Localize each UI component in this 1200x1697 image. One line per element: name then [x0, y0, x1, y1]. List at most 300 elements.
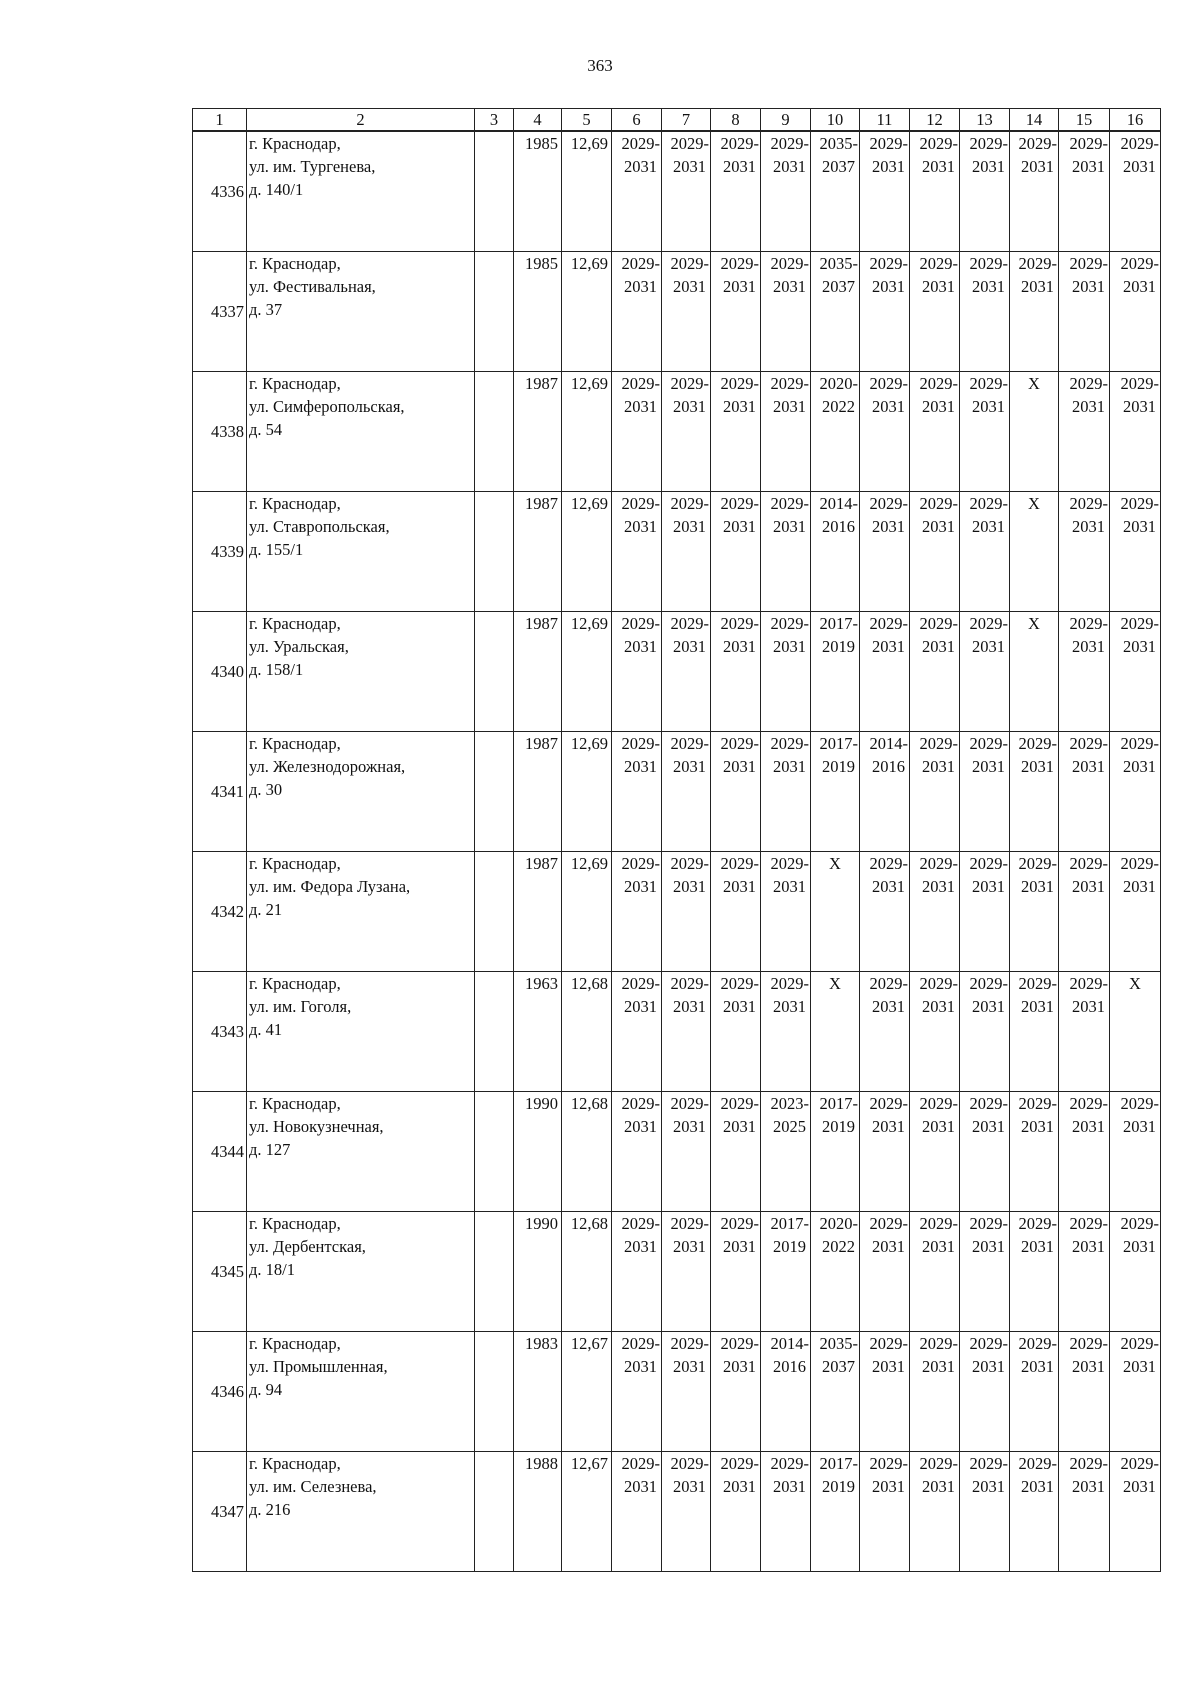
- column-header: 13: [960, 109, 1010, 132]
- period-cell: [662, 1451, 711, 1571]
- period-cell: [612, 611, 662, 731]
- address-line: ул. Дербентская,: [249, 1236, 366, 1256]
- period-year: 2031: [972, 276, 1005, 296]
- period-year: 2031: [972, 996, 1005, 1016]
- period-year: 2031: [872, 1356, 905, 1376]
- period-year: 2031: [624, 516, 657, 536]
- period-year: 2029-: [969, 1333, 1008, 1353]
- period-year: 2029-: [770, 853, 809, 873]
- period-year: 2031: [872, 1116, 905, 1136]
- period-year: 2031: [723, 1116, 756, 1136]
- period-year: 2031: [673, 276, 706, 296]
- period-year: 2029-: [1069, 1093, 1108, 1113]
- period-year: 2029-: [720, 1333, 759, 1353]
- period-year: 2031: [972, 1476, 1005, 1496]
- period-year: 2029-: [869, 1333, 908, 1353]
- address-line: г. Краснодар,: [249, 613, 341, 633]
- period-cell: [860, 731, 910, 851]
- period-year: 2031: [673, 516, 706, 536]
- period-year: 2029-: [770, 493, 809, 513]
- period-year: 2031: [624, 396, 657, 416]
- period-cell: [1110, 131, 1161, 251]
- period-cell: [612, 731, 662, 851]
- column-header: 9: [761, 109, 811, 132]
- address-line: д. 54: [249, 419, 283, 439]
- period-cell: [711, 971, 761, 1091]
- column-header: 10: [811, 109, 860, 132]
- column-header: 4: [514, 109, 562, 132]
- period-year: 2029-: [919, 493, 958, 513]
- period-cell: [662, 131, 711, 251]
- year-cell: 1987: [514, 611, 562, 731]
- row-number: 4342: [193, 851, 247, 971]
- address-cell: [247, 731, 475, 851]
- value-cell: 12,69: [562, 371, 612, 491]
- period-cell: [761, 491, 811, 611]
- address-line: ул. им. Федора Лузана,: [249, 876, 411, 896]
- address-cell: [247, 1331, 475, 1451]
- period-cell: [1110, 491, 1161, 611]
- period-cell: [811, 251, 860, 371]
- period-cell: [860, 971, 910, 1091]
- period-cell: [612, 971, 662, 1091]
- period-year: 2031: [624, 1116, 657, 1136]
- period-year: 2031: [624, 276, 657, 296]
- period-year: 2029-: [919, 853, 958, 873]
- value-cell: 12,68: [562, 1211, 612, 1331]
- not-applicable-mark: X: [829, 973, 841, 993]
- period-year: 2029-: [720, 253, 759, 273]
- period-year: 2029-: [670, 1213, 709, 1233]
- period-year: 2031: [1072, 1356, 1105, 1376]
- period-year: 2031: [773, 1476, 806, 1496]
- period-year: 2029-: [770, 134, 809, 153]
- period-year: 2029-: [1120, 733, 1159, 753]
- period-year: 2029-: [621, 1093, 660, 1113]
- period-year: 2031: [1021, 756, 1054, 776]
- period-year: 2029-: [621, 1213, 660, 1233]
- period-year: 2031: [624, 157, 657, 176]
- period-year: 2029-: [919, 253, 958, 273]
- not-applicable-mark: X: [1129, 973, 1141, 993]
- period-year: 2031: [1021, 876, 1054, 896]
- period-year: 2029-: [1018, 134, 1057, 153]
- period-year: 2031: [723, 996, 756, 1016]
- period-year: 2031: [723, 756, 756, 776]
- column-3-cell: [475, 731, 514, 851]
- period-year: 2031: [922, 157, 955, 176]
- period-year: 2031: [972, 1236, 1005, 1256]
- period-cell: [711, 1211, 761, 1331]
- value-cell: 12,69: [562, 731, 612, 851]
- period-year: 2029-: [670, 973, 709, 993]
- period-year: 2029-: [969, 613, 1008, 633]
- period-cell: [612, 131, 662, 251]
- row-number: 4338: [193, 371, 247, 491]
- period-year: 2029-: [720, 134, 759, 153]
- period-year: 2029-: [919, 973, 958, 993]
- year-cell: 1987: [514, 731, 562, 851]
- period-cell: [960, 371, 1010, 491]
- period-year: 2031: [723, 876, 756, 896]
- address-cell: [247, 491, 475, 611]
- period-year: 2031: [922, 516, 955, 536]
- period-year: 2029-: [621, 253, 660, 273]
- period-cell: [1059, 131, 1110, 251]
- period-year: 2031: [1123, 1236, 1156, 1256]
- address-line: г. Краснодар,: [249, 853, 341, 873]
- row-number: 4341: [193, 731, 247, 851]
- period-year: 2031: [723, 276, 756, 296]
- period-year: 2029-: [720, 853, 759, 873]
- address-cell: [247, 611, 475, 731]
- period-year: 2031: [972, 756, 1005, 776]
- period-year: 2029-: [919, 1093, 958, 1113]
- period-year: 2031: [723, 516, 756, 536]
- period-year: 2014-: [869, 733, 908, 753]
- year-cell: 1988: [514, 1451, 562, 1571]
- period-year: 2031: [872, 1476, 905, 1496]
- period-cell: [960, 251, 1010, 371]
- value-cell: 12,69: [562, 251, 612, 371]
- column-3-cell: [475, 1091, 514, 1211]
- period-year: 2029-: [1069, 134, 1108, 153]
- period-year: 2029-: [1018, 733, 1057, 753]
- column-header: 6: [612, 109, 662, 132]
- period-year: 2029-: [869, 373, 908, 393]
- period-cell: [860, 851, 910, 971]
- address-line: г. Краснодар,: [249, 373, 341, 393]
- period-cell: [910, 611, 960, 731]
- period-year: 2031: [972, 876, 1005, 896]
- period-year: 2029-: [869, 853, 908, 873]
- period-year: 2031: [872, 157, 905, 176]
- period-year: 2031: [624, 1236, 657, 1256]
- period-year: 2019: [822, 756, 855, 776]
- header-row: [193, 109, 1161, 132]
- period-year: 2029-: [869, 1213, 908, 1233]
- period-cell: [960, 731, 1010, 851]
- period-year: 2031: [1123, 516, 1156, 536]
- period-cell: [811, 1451, 860, 1571]
- year-cell: 1990: [514, 1091, 562, 1211]
- period-cell: [612, 851, 662, 971]
- period-cell: [1010, 1211, 1059, 1331]
- period-year: 2031: [922, 1476, 955, 1496]
- period-year: 2029-: [969, 973, 1008, 993]
- period-cell: [711, 131, 761, 251]
- period-year: 2029-: [670, 1453, 709, 1473]
- period-year: 2019: [773, 1236, 806, 1256]
- period-year: 2029-: [1069, 1333, 1108, 1353]
- not-applicable-mark: X: [1028, 493, 1040, 513]
- not-applicable-mark: X: [1028, 613, 1040, 633]
- period-year: 2029-: [1018, 1213, 1057, 1233]
- period-year: 2029-: [1018, 253, 1057, 273]
- period-cell: [1010, 1091, 1059, 1211]
- address-cell: [247, 971, 475, 1091]
- period-year: 2029-: [919, 373, 958, 393]
- period-year: 2031: [673, 396, 706, 416]
- period-year: 2037: [822, 157, 855, 176]
- period-year: 2029-: [1120, 1453, 1159, 1473]
- column-3-cell: [475, 1331, 514, 1451]
- column-header: 15: [1059, 109, 1110, 132]
- period-year: 2031: [673, 636, 706, 656]
- not-applicable-mark: X: [829, 853, 841, 873]
- period-cell: [1110, 1091, 1161, 1211]
- table-body: [193, 131, 1161, 1571]
- period-year: 2035-: [819, 1333, 858, 1353]
- page-number: 363: [587, 56, 613, 75]
- address-cell: [247, 851, 475, 971]
- value-cell: 12,69: [562, 491, 612, 611]
- period-year: 2031: [922, 756, 955, 776]
- period-year: 2031: [773, 516, 806, 536]
- address-line: г. Краснодар,: [249, 1213, 341, 1233]
- table-row: [193, 131, 1161, 251]
- period-year: 2029-: [1069, 253, 1108, 273]
- address-line: д. 41: [249, 1019, 283, 1039]
- period-year: 2031: [1123, 636, 1156, 656]
- period-year: 2017-: [819, 1453, 858, 1473]
- period-cell: [711, 851, 761, 971]
- period-year: 2031: [773, 396, 806, 416]
- value-cell: 12,67: [562, 1331, 612, 1451]
- table-row: [193, 1211, 1161, 1331]
- period-year: 2029-: [919, 1453, 958, 1473]
- period-year: 2029-: [919, 733, 958, 753]
- period-year: 2029-: [621, 373, 660, 393]
- column-3-cell: [475, 611, 514, 731]
- period-year: 2031: [773, 756, 806, 776]
- period-year: 2029-: [869, 253, 908, 273]
- period-year: 2029-: [969, 1093, 1008, 1113]
- year-cell: 1987: [514, 371, 562, 491]
- address-line: ул. Железнодорожная,: [249, 756, 406, 776]
- period-year: 2029-: [670, 853, 709, 873]
- column-3-cell: [475, 251, 514, 371]
- period-cell: [1010, 251, 1059, 371]
- period-cell: [612, 371, 662, 491]
- period-cell: [761, 851, 811, 971]
- period-cell: [860, 131, 910, 251]
- period-year: 2031: [872, 276, 905, 296]
- period-cell: [910, 971, 960, 1091]
- period-year: 2031: [723, 1476, 756, 1496]
- address-cell: [247, 371, 475, 491]
- period-cell: [711, 1451, 761, 1571]
- period-year: 2031: [1021, 1236, 1054, 1256]
- address-cell: [247, 1451, 475, 1571]
- address-cell: [247, 1211, 475, 1331]
- year-cell: 1985: [514, 251, 562, 371]
- period-year: 2031: [673, 157, 706, 176]
- period-year: 2031: [1123, 157, 1156, 176]
- period-year: 2031: [1072, 516, 1105, 536]
- table-row: [193, 611, 1161, 731]
- period-cell: [612, 1451, 662, 1571]
- period-cell: [960, 851, 1010, 971]
- address-line: ул. им. Гоголя,: [249, 996, 352, 1016]
- period-year: 2029-: [720, 373, 759, 393]
- period-year: 2029-: [1018, 1093, 1057, 1113]
- period-year: 2029-: [1069, 1213, 1108, 1233]
- period-year: 2029-: [869, 1093, 908, 1113]
- column-header: 3: [475, 109, 514, 132]
- period-year: 2016: [773, 1356, 806, 1376]
- period-cell: [1110, 371, 1161, 491]
- column-3-cell: [475, 131, 514, 251]
- address-line: ул. им. Тургенева,: [249, 157, 376, 176]
- period-year: 2029-: [720, 973, 759, 993]
- period-year: 2029-: [1018, 1333, 1057, 1353]
- period-cell: [1059, 371, 1110, 491]
- period-cell: [860, 491, 910, 611]
- address-line: д. 18/1: [249, 1259, 295, 1279]
- period-year: 2031: [1123, 1356, 1156, 1376]
- period-year: 2031: [1021, 996, 1054, 1016]
- period-year: 2029-: [770, 613, 809, 633]
- period-cell: [910, 1331, 960, 1451]
- period-cell: [711, 251, 761, 371]
- period-year: 2031: [673, 1476, 706, 1496]
- period-year: 2022: [822, 396, 855, 416]
- period-cell: [662, 371, 711, 491]
- period-cell: [860, 1211, 910, 1331]
- period-year: 2029-: [1018, 853, 1057, 873]
- row-number: 4344: [193, 1091, 247, 1211]
- period-cell: [761, 731, 811, 851]
- address-line: ул. Промышленная,: [249, 1356, 388, 1376]
- period-year: 2029-: [1069, 613, 1108, 633]
- period-year: 2029-: [969, 134, 1008, 153]
- period-cell: [1110, 251, 1161, 371]
- period-year: 2031: [872, 636, 905, 656]
- period-year: 2019: [822, 1476, 855, 1496]
- period-cell: [662, 1211, 711, 1331]
- period-year: 2029-: [621, 493, 660, 513]
- period-cell: [711, 611, 761, 731]
- address-line: г. Краснодар,: [249, 134, 341, 153]
- address-line: ул. Фестивальная,: [249, 276, 376, 296]
- table-row: [193, 1331, 1161, 1451]
- period-year: 2031: [1072, 756, 1105, 776]
- period-cell: [761, 1451, 811, 1571]
- column-header: 5: [562, 109, 612, 132]
- period-year: 2029-: [770, 373, 809, 393]
- period-year: 2031: [922, 1356, 955, 1376]
- period-year: 2016: [872, 756, 905, 776]
- period-year: 2029-: [720, 733, 759, 753]
- period-year: 2031: [1072, 1236, 1105, 1256]
- period-year: 2025: [773, 1116, 806, 1136]
- period-year: 2031: [1123, 276, 1156, 296]
- value-cell: 12,67: [562, 1451, 612, 1571]
- period-cell: [960, 611, 1010, 731]
- period-year: 2029-: [1120, 134, 1159, 153]
- period-year: 2029-: [969, 853, 1008, 873]
- period-year: 2029-: [869, 493, 908, 513]
- period-year: 2029-: [770, 253, 809, 273]
- period-year: 2035-: [819, 134, 858, 153]
- address-line: ул. Уральская,: [249, 636, 349, 656]
- column-header: 14: [1010, 109, 1059, 132]
- period-cell: [612, 1331, 662, 1451]
- period-year: 2029-: [670, 253, 709, 273]
- address-line: г. Краснодар,: [249, 493, 341, 513]
- address-cell: [247, 131, 475, 251]
- period-cell: [811, 731, 860, 851]
- period-year: 2029-: [1120, 1333, 1159, 1353]
- period-cell: [612, 491, 662, 611]
- period-cell: [1110, 611, 1161, 731]
- period-year: 2029-: [670, 373, 709, 393]
- period-year: 2029-: [670, 134, 709, 153]
- address-line: ул. им. Селезнева,: [249, 1476, 377, 1496]
- period-cell: [1010, 971, 1059, 1091]
- period-year: 2031: [1072, 636, 1105, 656]
- period-year: 2031: [1123, 876, 1156, 896]
- year-cell: 1990: [514, 1211, 562, 1331]
- row-number: 4339: [193, 491, 247, 611]
- period-cell: [612, 251, 662, 371]
- period-year: 2031: [723, 1356, 756, 1376]
- period-year: 2029-: [969, 1213, 1008, 1233]
- period-cell: [761, 371, 811, 491]
- period-year: 2031: [972, 516, 1005, 536]
- period-cell: [761, 251, 811, 371]
- period-cell: [662, 1091, 711, 1211]
- address-line: ул. Симферопольская,: [249, 396, 405, 416]
- period-year: 2031: [972, 1116, 1005, 1136]
- period-cell: [662, 611, 711, 731]
- period-cell: [860, 251, 910, 371]
- column-header: 11: [860, 109, 910, 132]
- period-cell: [811, 491, 860, 611]
- period-year: 2037: [822, 1356, 855, 1376]
- period-year: 2029-: [1018, 1453, 1057, 1473]
- address-line: д. 140/1: [249, 180, 304, 199]
- column-header: 7: [662, 109, 711, 132]
- period-year: 2020-: [819, 373, 858, 393]
- period-year: 2031: [673, 876, 706, 896]
- period-year: 2031: [624, 756, 657, 776]
- period-cell: [662, 491, 711, 611]
- row-number: 4340: [193, 611, 247, 731]
- period-year: 2031: [1021, 1476, 1054, 1496]
- period-year: 2029-: [1069, 973, 1108, 993]
- period-cell: [1059, 251, 1110, 371]
- period-year: 2031: [872, 1236, 905, 1256]
- address-cell: [247, 251, 475, 371]
- period-cell: [662, 251, 711, 371]
- address-line: д. 158/1: [249, 659, 304, 679]
- period-year: 2035-: [819, 253, 858, 273]
- period-year: 2031: [872, 996, 905, 1016]
- column-3-cell: [475, 491, 514, 611]
- period-year: 2029-: [1069, 1453, 1108, 1473]
- column-header: 1: [193, 109, 247, 132]
- address-line: г. Краснодар,: [249, 1333, 341, 1353]
- column-header: 16: [1110, 109, 1161, 132]
- period-cell: [860, 611, 910, 731]
- address-line: г. Краснодар,: [249, 253, 341, 273]
- row-number: 4336: [193, 131, 247, 251]
- row-number: 4343: [193, 971, 247, 1091]
- period-cell: [662, 851, 711, 971]
- period-cell: [1010, 731, 1059, 851]
